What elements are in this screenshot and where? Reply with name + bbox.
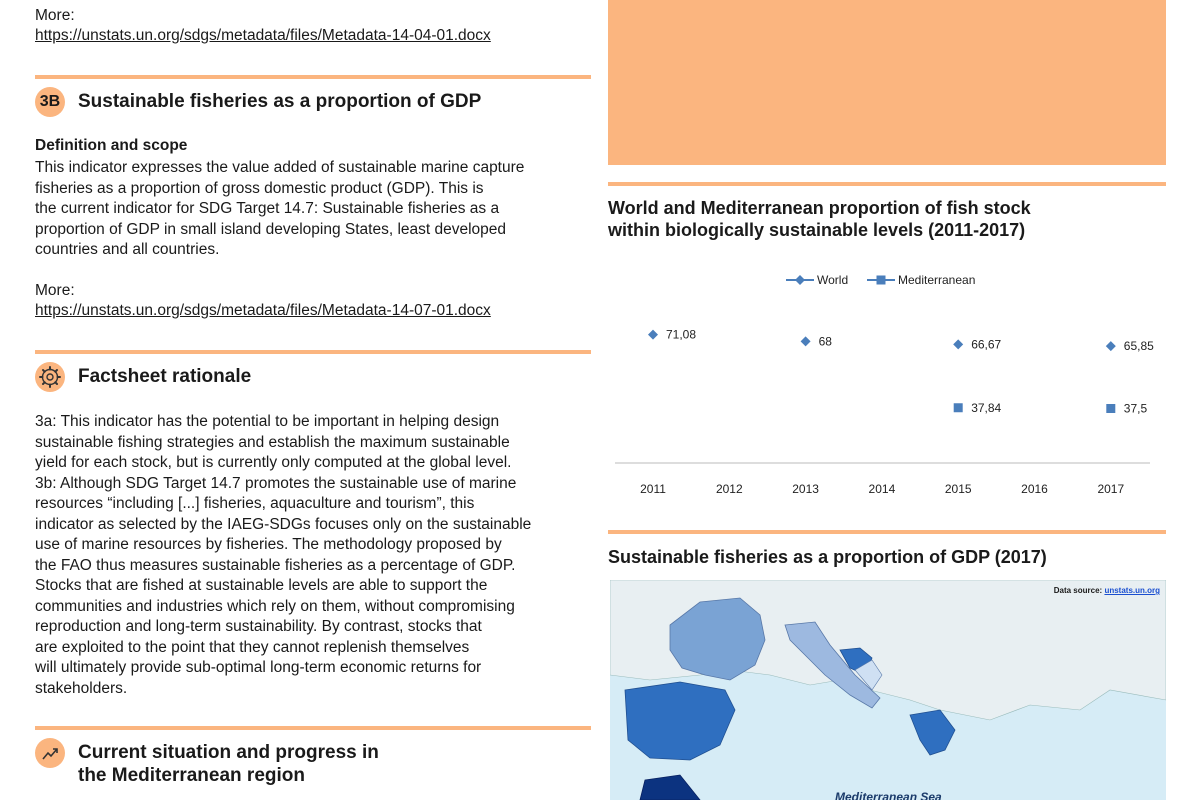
map-greece — [910, 710, 955, 755]
map-title: Sustainable fisheries as a proportion of GDP (2017) — [608, 547, 1047, 567]
world-point — [953, 339, 963, 349]
map-source: Data source: unstats.un.org — [1053, 586, 1160, 595]
section-3b-title: Sustainable fisheries as a proportion of GDP — [78, 91, 482, 112]
definition-heading: Definition and scope — [35, 137, 188, 154]
section-divider — [35, 350, 591, 354]
world-point — [1106, 341, 1116, 351]
section-divider — [35, 75, 591, 79]
definition-more-label: More: — [35, 282, 75, 299]
map-morocco — [640, 775, 700, 800]
data-label: 66,67 — [971, 337, 1002, 352]
section-divider — [608, 182, 1166, 186]
x-tick-label: 2011 — [640, 482, 666, 496]
x-tick-label: 2017 — [1097, 482, 1125, 496]
fish-stock-chart — [600, 255, 1166, 515]
mediterranean-map — [610, 580, 1166, 800]
chart-title: World and Mediterranean proportion of fish stock within biologically sustainable levels (2011-2017) — [608, 198, 1031, 240]
data-label: 37,5 — [1123, 401, 1148, 416]
metadata-link-14-07[interactable]: https://unstats.un.org/sdgs/metadata/files/Metadata-14-07-01.docx — [35, 302, 491, 319]
mediterranean-point — [1106, 404, 1115, 413]
x-tick-label: 2016 — [1021, 482, 1048, 496]
section-3b-badge: 3B — [35, 87, 65, 117]
legend-world-marker — [795, 275, 805, 285]
data-label: 65,85 — [1123, 339, 1154, 354]
rationale-text: 3a: This indicator has the potential to be important in helping design sustainable fishing strategies and establish the maximum sustainable yield for each stock, but is currently only computed at the global level. 3b: Although SDG Target 14.7 promotes the sustainable use of marine resources “including [...] fisheries, aquaculture and tourism”, this indicator as selected by the IAEG-SDGs focuses only on the sustainable use of marine resources by fisheries. The methodology proposed by the FAO thus measures sustainable fisheries as a percentage of GDP. Stocks that are fished at sustainable levels are able to support the communities and industries which rely on them, without compromising reproduction and long-term sustainability. By contrast, stocks that are exploited to the point that they cannot replenish themselves will ultimately provide sub-optimal long-term economic returns for stakeholders. — [35, 413, 532, 697]
x-tick-label: 2014 — [868, 482, 896, 496]
x-tick-label: 2013 — [792, 482, 819, 496]
mediterranean-point — [954, 403, 963, 412]
section-divider — [35, 726, 591, 730]
section-divider — [608, 530, 1166, 534]
data-label: 71,08 — [666, 327, 697, 342]
definition-text: This indicator expresses the value added of sustainable marine capture fisheries as a proportion of gross domestic product (GDP). This is the current indicator for SDG Target 14.7: Sustainable fisheries as a proportion of GDP in small island developing States, least developed countries and all countries. — [35, 159, 525, 258]
data-label: 68 — [818, 334, 832, 349]
map-spain — [625, 682, 735, 760]
metadata-link-14-04[interactable]: https://unstats.un.org/sdgs/metadata/files/Metadata-14-04-01.docx — [35, 27, 491, 44]
map-sea-label: Mediterranean Sea — [835, 790, 942, 800]
map-source-link[interactable]: unstats.un.org — [1104, 586, 1160, 595]
top-more-label: More: — [35, 7, 75, 24]
legend-world-label: World — [817, 273, 849, 287]
x-tick-label: 2015 — [944, 482, 972, 496]
rationale-title: Factsheet rationale — [78, 366, 252, 387]
legend-med-marker — [877, 276, 886, 285]
trend-up-icon — [35, 738, 65, 768]
data-label: 37,84 — [971, 400, 1002, 415]
orange-panel — [608, 0, 1166, 165]
x-tick-label: 2012 — [715, 482, 743, 496]
gear-icon — [35, 362, 65, 392]
current-situation-title: Current situation and progress in the Mediterranean region — [78, 742, 379, 786]
world-point — [648, 330, 658, 340]
world-point — [801, 336, 811, 346]
legend-med-label: Mediterranean — [898, 273, 976, 287]
